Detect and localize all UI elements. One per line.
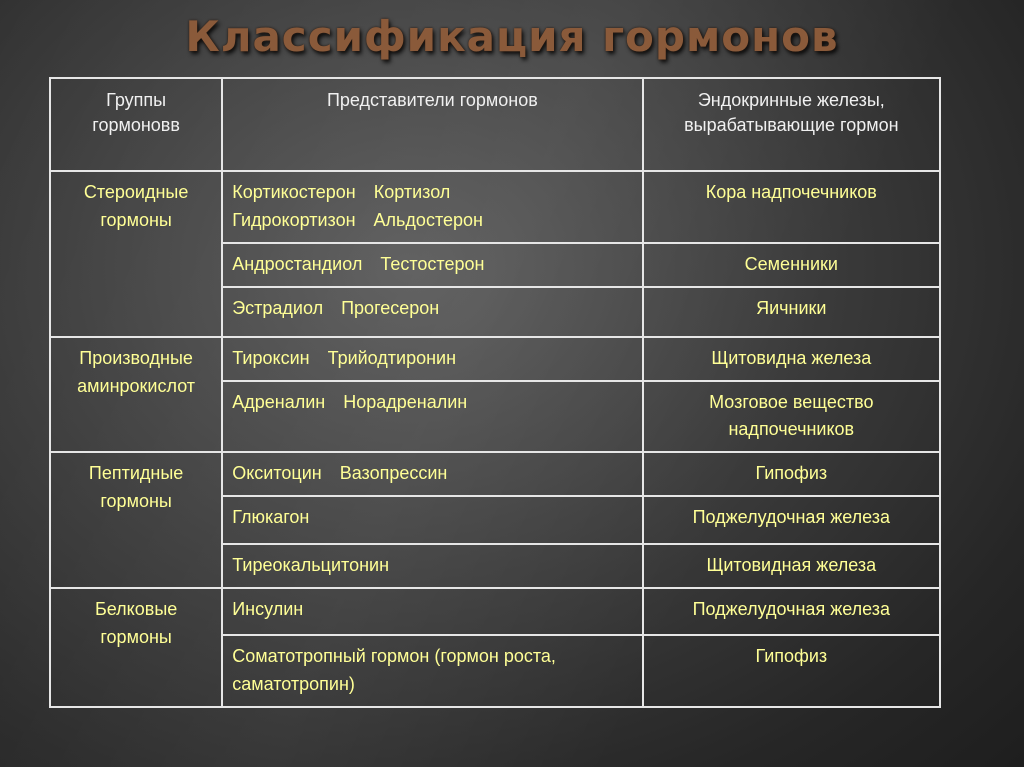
hormone-name: Эстрадиол: [232, 297, 324, 318]
hormone-name: Андростандиол: [232, 253, 363, 274]
representatives-cell: [222, 452, 642, 496]
table-body: [50, 171, 940, 707]
gland-cell: Щитовидна железа: [643, 337, 940, 381]
representatives-cell: [222, 337, 642, 381]
gland-cell: Гипофиз: [643, 452, 940, 496]
table-row: [50, 588, 940, 635]
group-cell: Белковые гормоны: [50, 588, 222, 707]
gland-cell: Поджелудочная железа: [643, 588, 940, 635]
representatives-cell: [222, 496, 642, 544]
hormone-name: Тироксин: [232, 347, 310, 368]
gland-cell: Мозговое вещество надпочечников: [643, 381, 940, 453]
gland-cell: Гипофиз: [643, 635, 940, 707]
gland-cell: Кора надпочечников: [643, 171, 940, 243]
gland-cell: Яичники: [643, 287, 940, 337]
hormone-name: Соматотропный гормон (гормон роста, саматотропин): [232, 646, 556, 695]
header-representatives: Представители гормонов: [222, 78, 642, 171]
hormone-name: Альдостерон: [373, 209, 483, 230]
representatives-cell: [222, 588, 642, 635]
representatives-cell: [222, 544, 642, 588]
gland-cell: Поджелудочная железа: [643, 496, 940, 544]
page-title: Классификация гормонов: [185, 12, 839, 61]
representatives-cell: [222, 171, 642, 243]
gland-cell: Семенники: [643, 243, 940, 287]
representatives-cell: [222, 243, 642, 287]
representatives-cell: [222, 381, 642, 453]
hormone-name: Норадреналин: [343, 391, 468, 412]
hormone-name: Окситоцин: [232, 463, 322, 484]
hormone-name: Глюкагон: [232, 507, 310, 528]
hormone-name: Трийодтиронин: [327, 347, 457, 368]
table-row: [50, 337, 940, 381]
hormone-classification-table: [49, 77, 941, 708]
hormone-name: Вазопрессин: [339, 463, 448, 484]
hormone-name: Инсулин: [232, 599, 304, 620]
hormone-name: Тиреокальцитонин: [232, 555, 390, 576]
gland-cell: Щитовидная железа: [643, 544, 940, 588]
hormone-name: Тестостерон: [380, 253, 485, 274]
hormone-name: Прогесерон: [341, 297, 440, 318]
table-row: [50, 171, 940, 243]
header-groups: Группы гормоновв: [50, 78, 222, 171]
group-cell: Стероидные гормоны: [50, 171, 222, 337]
hormone-name: Кортизол: [373, 182, 451, 202]
header-glands: Эндокринные железы, вырабатывающие гормон: [643, 78, 940, 171]
hormone-name: Гидрокортизон: [232, 209, 356, 230]
hormone-name: Кортикостерон: [232, 182, 356, 202]
table-row: [50, 452, 940, 496]
representatives-cell: [222, 287, 642, 337]
group-cell: Пептидные гормоны: [50, 452, 222, 588]
hormone-name: Адреналин: [232, 391, 326, 412]
representatives-cell: [222, 635, 642, 707]
table-header-row: [50, 78, 940, 171]
group-cell: Производные аминрокислот: [50, 337, 222, 453]
